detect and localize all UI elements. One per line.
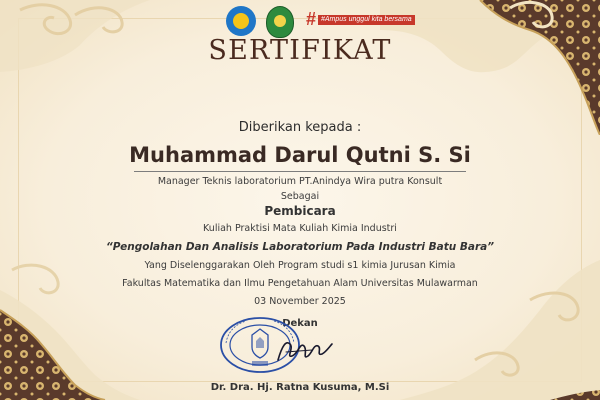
recipient-name: Muhammad Darul Qutni S. Si [129, 143, 471, 167]
university-emblem-icon [226, 6, 256, 36]
signer-title: Dekan [282, 318, 318, 329]
recipient-role: Manager Teknis laboratorium PT.Anindya Wira putra Konsult [157, 176, 443, 187]
name-underline [134, 171, 466, 172]
signature-icon [272, 334, 336, 368]
position-title: Pembicara [264, 204, 336, 218]
logo-row [226, 6, 412, 36]
signer-name: Dr. Dra. Hj. Ratna Kusuma, M.Si [210, 382, 390, 393]
event-date: 03 November 2025 [254, 296, 346, 307]
certificate-title: SERTIFIKAT [208, 35, 392, 66]
campus-tagline-logo: # #Ampus unggul kita bersama [306, 12, 376, 30]
as-label: Sebagai [280, 191, 320, 202]
organizer-line-2: Fakultas Matematika dan Ilmu Pengetahuan Alam Universitas Mulawarman [122, 278, 478, 289]
event-name: Kuliah Praktisi Mata Kuliah Kimia Industri [203, 223, 397, 234]
given-to-label: Diberikan kepada : [238, 120, 362, 135]
faculty-emblem-icon [266, 6, 294, 38]
campus-tagline: #Ampus unggul kita bersama [318, 15, 415, 25]
organizer-line-1: Yang Diselenggarakan Oleh Program studi s1 kimia Jurusan Kimia [144, 260, 456, 271]
event-topic: “Pengolahan Dan Analisis Laboratorium Pada Industri Batu Bara” [105, 241, 495, 253]
